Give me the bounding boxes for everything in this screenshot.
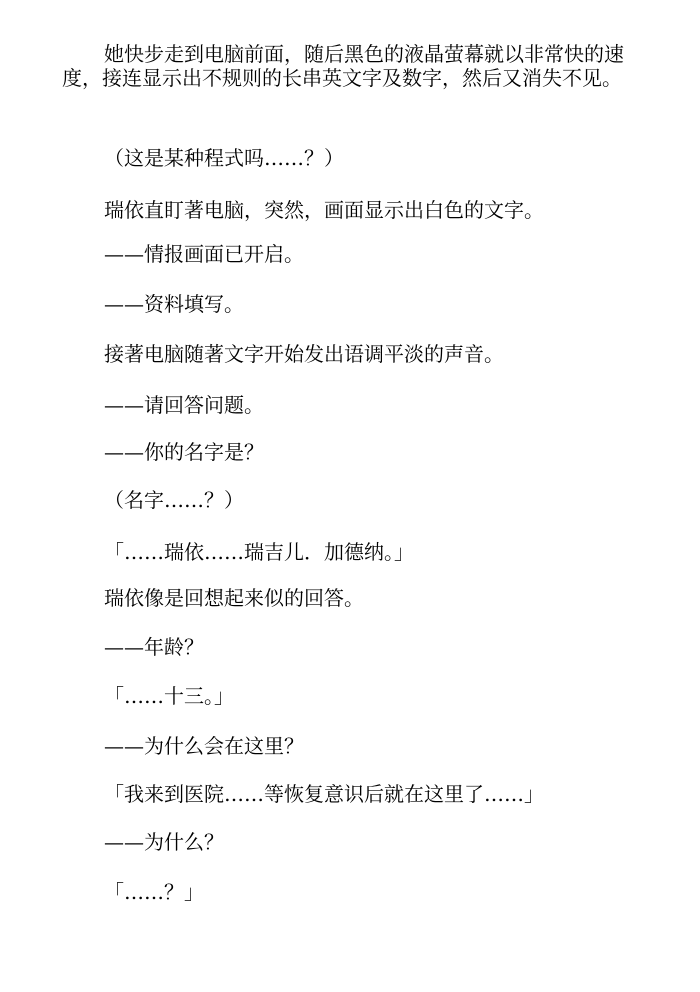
paragraph-17: 「……？」 xyxy=(104,880,204,904)
paragraph-7: ——请回答问题。 xyxy=(104,393,264,417)
paragraph-2: （这是某种程式吗……？） xyxy=(104,146,344,170)
paragraph-6: 接著电脑随著文字开始发出语调平淡的声音。 xyxy=(104,342,504,366)
paragraph-1: 她快步走到电脑前面，随后黑色的液晶萤幕就以非常快的速度，接连显示出不规则的长串英文字及数字，然后又消失不见。 xyxy=(62,42,624,90)
paragraph-3: 瑞依直盯著电脑，突然，画面显示出白色的文字。 xyxy=(104,198,544,222)
paragraph-15: 「我来到医院……等恢复意识后就在这里了……」 xyxy=(104,782,544,806)
paragraph-12: ——年龄？ xyxy=(104,635,204,659)
paragraph-4: ——情报画面已开启。 xyxy=(104,242,304,266)
paragraph-9: （名字……？） xyxy=(104,488,244,512)
paragraph-14: ——为什么会在这里？ xyxy=(104,734,304,758)
paragraph-16: ——为什么？ xyxy=(104,830,224,854)
paragraph-8: ——你的名字是？ xyxy=(104,440,264,464)
paragraph-10: 「……瑞依……瑞吉儿．加德纳。」 xyxy=(104,540,414,564)
paragraph-5: ——资料填写。 xyxy=(104,292,244,316)
paragraph-11: 瑞依像是回想起来似的回答。 xyxy=(104,586,364,610)
paragraph-13: 「……十三。」 xyxy=(104,684,234,708)
